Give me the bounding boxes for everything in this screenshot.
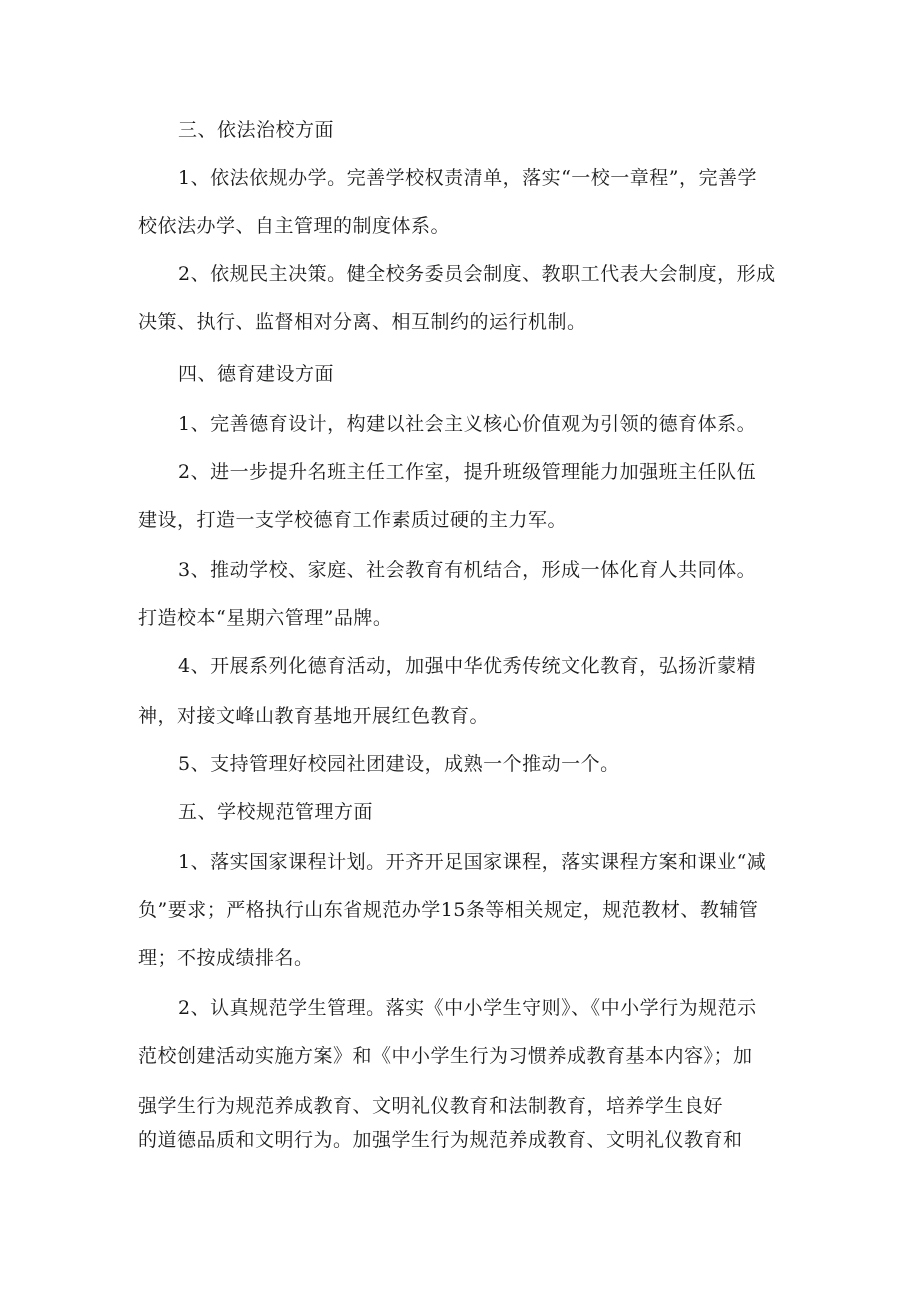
paragraph-line: 神，对接文峰山教育基地开展红色教育。	[138, 705, 490, 727]
paragraph-line: 校依法办学、自主管理的制度体系。	[138, 215, 451, 237]
paragraph-line: 1、依法依规办学。完善学校权责清单，落实“一校一章程”，完善学	[178, 167, 758, 189]
heading-section-5: 五、学校规范管理方面	[178, 801, 374, 823]
paragraph-line: 1、落实国家课程计划。开齐开足国家课程，落实课程方案和课业“减	[178, 851, 767, 873]
paragraph-line: 打造校本“星期六管理”品牌。	[138, 607, 393, 629]
paragraph-line: 的道德品质和文明行为。加强学生行为规范养成教育、文明礼仪教育和	[138, 1129, 743, 1151]
paragraph-line: 2、依规民主决策。健全校务委员会制度、教职工代表大会制度，形成	[178, 263, 776, 285]
paragraph-line: 强学生行为规范养成教育、文明礼仪教育和法制教育，培养学生良好	[138, 1095, 724, 1117]
paragraph-line: 范校创建活动实施方案》和《中小学生行为习惯养成教育基本内容》；加	[138, 1045, 753, 1067]
paragraph-line: 负”要求；严格执行山东省规范办学15条等相关规定，规范教材、教辅管	[138, 899, 759, 921]
heading-section-4: 四、德育建设方面	[178, 363, 335, 385]
heading-section-3: 三、依法治校方面	[178, 119, 335, 141]
paragraph-line: 3、推动学校、家庭、社会教育有机结合，形成一体化育人共同体。	[178, 559, 757, 581]
paragraph-line: 5、支持管理好校园社团建设，成熟一个推动一个。	[178, 753, 620, 775]
paragraph-line: 4、开展系列化德育活动，加强中华优秀传统文化教育，弘扬沂蒙精	[178, 655, 757, 677]
paragraph-line: 建设，打造一支学校德育工作素质过硬的主力军。	[138, 509, 568, 531]
paragraph-line: 决策、执行、监督相对分离、相互制约的运行机制。	[138, 311, 587, 333]
paragraph-line: 1、完善德育设计，构建以社会主义核心价值观为引领的德育体系。	[178, 413, 757, 435]
paragraph-line: 理；不按成绩排名。	[138, 947, 314, 969]
paragraph-line: 2、进一步提升名班主任工作室，提升班级管理能力加强班主任队伍	[178, 461, 757, 483]
paragraph-line: 2、认真规范学生管理。落实《中小学生守则》、《中小学行为规范示	[178, 997, 757, 1019]
